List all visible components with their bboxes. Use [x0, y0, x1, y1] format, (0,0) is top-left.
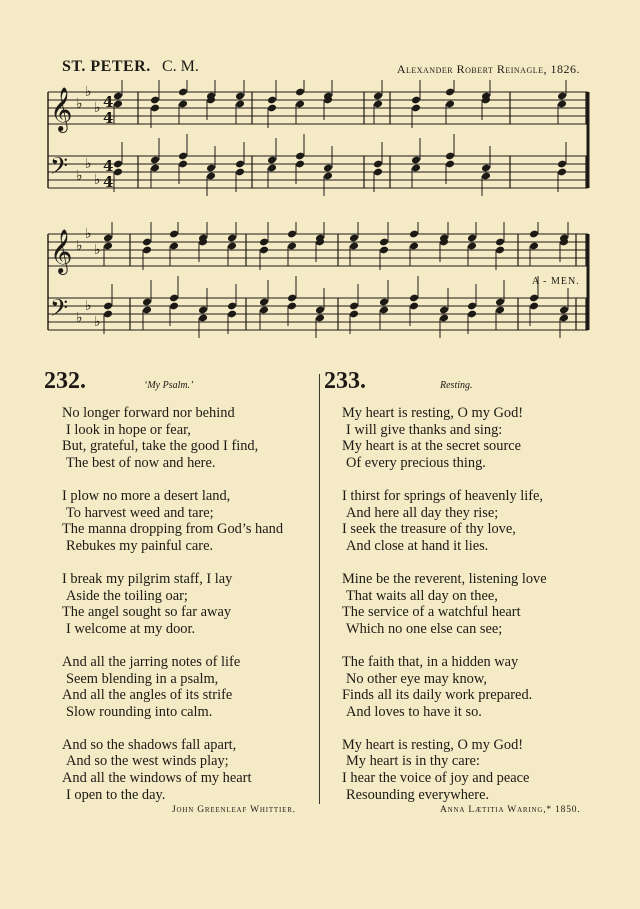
flat-icon: ♭ — [76, 168, 83, 184]
hymn-verses-232 — [62, 405, 283, 820]
time-signature: 4 — [103, 93, 114, 111]
flat-icon: ♭ — [85, 298, 92, 314]
verse-line: Finds all its daily work prepared. — [342, 687, 533, 704]
verse — [62, 405, 283, 471]
hymn-number-232: 232. — [44, 368, 86, 394]
tune-meter: C. M. — [162, 58, 199, 75]
verse-line: And all the angles of its strife — [62, 687, 233, 704]
verse-line: I open to the day. — [66, 786, 166, 803]
bass-clef-icon: 𝄢 — [50, 294, 69, 327]
verse-line: And all the jarring notes of life — [62, 653, 241, 670]
time-signature: 4 — [103, 109, 114, 127]
flat-icon: ♭ — [94, 100, 101, 116]
verse-line: I will give thanks and sing: — [346, 421, 503, 438]
verse-line: And close at hand it lies. — [346, 537, 489, 554]
author-credit-232: John Greenleaf Whittier. — [172, 805, 296, 815]
flat-icon: ♭ — [76, 238, 83, 254]
verse-line: And here all day they rise; — [346, 504, 499, 521]
verse-line: Slow rounding into calm. — [66, 703, 213, 720]
verse-line: I break my pilgrim staff, I lay — [62, 570, 233, 587]
flat-icon: ♭ — [76, 310, 83, 326]
verse-line: I hear the voice of joy and peace — [342, 770, 530, 787]
verse-line: Of every precious thing. — [346, 454, 486, 471]
treble-clef-icon: 𝄞 — [50, 87, 73, 131]
verse-line: Aside the toiling oar; — [66, 587, 188, 604]
verse-line: No longer forward nor behind — [62, 405, 235, 421]
verse-line: And so the shadows fall apart, — [62, 736, 237, 753]
flat-icon: ♭ — [94, 242, 101, 258]
hymn-verses-233 — [342, 405, 547, 820]
music-system-1 — [0, 80, 640, 210]
verse — [342, 654, 547, 720]
verse-line: That waits all day on thee, — [346, 587, 498, 604]
verse-line: And all the windows of my heart — [62, 770, 252, 787]
verse-line: Rebukes my painful care. — [66, 537, 214, 554]
verse-line: The angel sought so far away — [62, 604, 232, 621]
verse-line: My heart is resting, O my God! — [342, 405, 524, 421]
verse-line: The manna dropping from God’s hand — [62, 521, 284, 538]
verse-line: The best of now and here. — [66, 454, 216, 471]
flat-icon: ♭ — [76, 96, 83, 112]
verse-line: My heart is resting, O my God! — [342, 736, 524, 753]
verse-line: And so the west winds play; — [66, 753, 229, 770]
composer-credit: Alexander Robert Reinagle, 1826. — [396, 62, 580, 76]
verse-line: Seem blending in a psalm, — [66, 670, 219, 687]
verse-line: The service of a watchful heart — [342, 604, 521, 621]
flat-icon: ♭ — [94, 172, 101, 188]
tune-name: ST. PETER. — [62, 58, 151, 75]
verse-line: The faith that, in a hidden way — [342, 653, 519, 670]
treble-clef-icon: 𝄞 — [50, 229, 73, 273]
amen-lyric: A - MEN. — [532, 276, 580, 287]
verse-line: Which no one else can see; — [346, 620, 503, 637]
verse-line: To harvest weed and tare; — [66, 504, 214, 521]
flat-icon: ♭ — [85, 84, 92, 100]
verse — [342, 405, 547, 471]
verse-line: My heart is in thy care: — [346, 753, 480, 770]
verse-line: And loves to have it so. — [346, 703, 482, 720]
verse-line: I seek the treasure of thy love, — [342, 521, 516, 538]
verse — [62, 488, 283, 554]
verse — [62, 737, 283, 803]
author-credit-233: Anna Lætitia Waring,* 1850. — [440, 805, 581, 815]
verse-line: I thirst for springs of heavenly life, — [342, 487, 544, 504]
hymn-subtitle-233: Resting. — [440, 380, 473, 391]
column-divider — [319, 374, 320, 804]
verse-line: My heart is at the secret source — [342, 438, 522, 455]
verse-line: Mine be the reverent, listening love — [342, 570, 547, 587]
time-signature: 4 — [103, 157, 114, 175]
verse-line: I welcome at my door. — [66, 620, 196, 637]
verse — [62, 571, 283, 637]
verse — [62, 654, 283, 720]
verse-line: No other eye may know, — [346, 670, 487, 687]
flat-icon: ♭ — [85, 226, 92, 242]
verse — [342, 488, 547, 554]
verse — [342, 571, 547, 637]
verse-line: I look in hope or fear, — [66, 421, 191, 438]
verse-line: Resounding everywhere. — [346, 786, 490, 803]
hymn-number-233: 233. — [324, 368, 366, 394]
music-system-2 — [0, 222, 640, 352]
verse-line: But, grateful, take the good I find, — [62, 438, 259, 455]
flat-icon: ♭ — [85, 156, 92, 172]
hymn-subtitle-232: ‘My Psalm.’ — [144, 380, 194, 391]
time-signature: 4 — [103, 173, 114, 191]
bass-clef-icon: 𝄢 — [50, 152, 69, 185]
verse-line: I plow no more a desert land, — [62, 487, 231, 504]
verse — [342, 737, 547, 803]
flat-icon: ♭ — [94, 314, 101, 330]
